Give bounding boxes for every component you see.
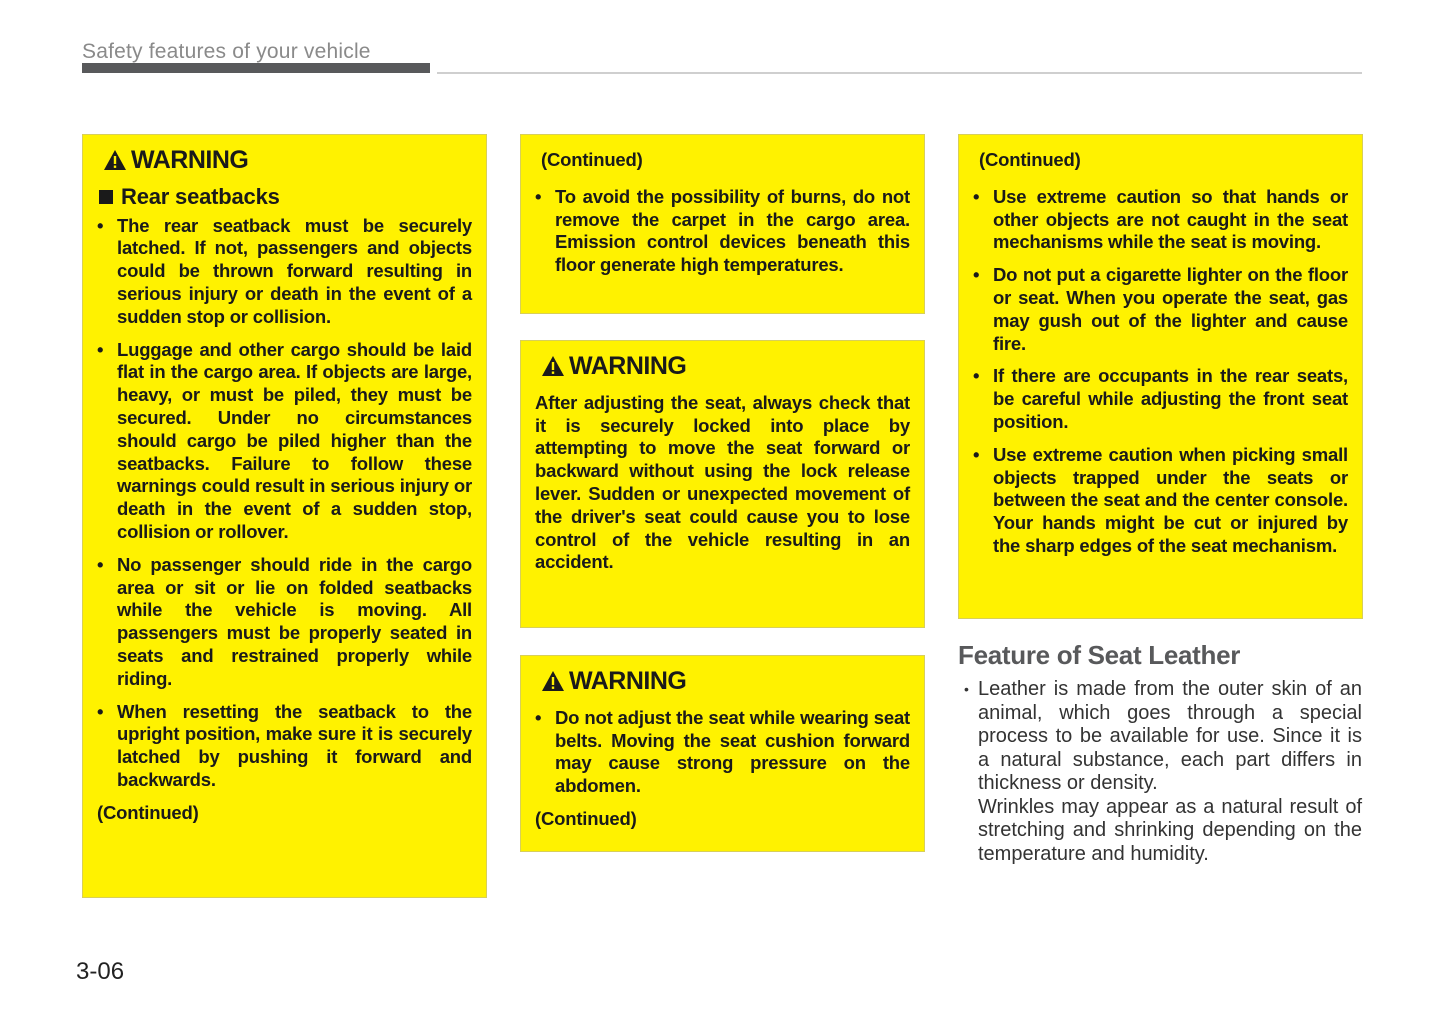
warning-list [97,215,472,792]
section-bullet: • Leather is made from the outer skin of an animal, which goes through a special process to be available for use. Since it is a natural substance, each part differs in thickness or density. [964,678,1362,796]
warning-triangle-icon [103,149,127,171]
list-item: • No passenger should ride in the cargo area or sit or lie on folded seatbacks while the vehicle is moving. All passengers must be properly seated in seats and restrained properly while riding. [97,554,472,691]
list-item: • Luggage and other cargo should be laid flat in the cargo area. If objects are large, heavy, or must be piled, they must be secured. Under no circumstances should cargo be piled higher than the seatbacks. Failure to follow these warnings could result in serious injury or death in the event of a sudden stop, collision or rollover. [97,339,472,544]
subheading-text: Rear seatbacks [121,183,280,209]
warning-label: WARNING [569,667,687,695]
list-item: • Do not put a cigarette lighter on the floor or seat. When you operate the seat, gas may gush out of the lighter and cause fire. [973,264,1348,355]
warning-heading [541,352,910,380]
warning-triangle-icon [541,355,565,377]
square-bullet-icon [99,190,113,204]
subheading [99,183,472,209]
section-body [964,678,1362,866]
list-item: • Use extreme caution so that hands or other objects are not caught in the seat mechanisms while the seat is moving. [973,186,1348,254]
warning-box-rear-seatbacks [82,134,487,898]
warning-label: WARNING [131,146,249,174]
list-item: • Use extreme caution when picking small objects trapped under the seats or between the seat and the center console. Your hands might be cut or injured by the sharp edges of the seat mechanism. [973,444,1348,558]
continued-label: (Continued) [535,807,637,829]
header-divider [437,72,1362,74]
warning-heading [103,146,472,174]
page-number: 3-06 [76,958,125,985]
warning-box-seat-lock [520,340,925,628]
warning-box-seat-belts [520,655,925,852]
warning-text: After adjusting the seat, always check that it is securely locked into place by attempting to move the seat forward or backward without using the lock release lever. Sudden or unexpected movement of the driver's seat could cause you to lose control of the vehicle resulting in an accident. [535,391,910,573]
continued-label: (Continued) [541,149,643,170]
list-item: • When resetting the seatback to the upright position, make sure it is securely latched by pushing it forward and backwards. [97,701,472,792]
warning-box-continued-mechanisms [958,134,1363,619]
section-header-title: Safety features of your vehicle [82,40,371,63]
list-item: • If there are occupants in the rear seats, be careful while adjusting the front seat position. [973,365,1348,433]
list-item: • To avoid the possibility of burns, do not remove the carpet in the cargo area. Emission control devices beneath this floor generate high temperatures. [535,186,910,277]
section-heading: Feature of Seat Leather [958,640,1241,670]
list-item: • Do not adjust the seat while wearing seat belts. Moving the seat cushion forward may cause strong pressure on the abdomen. [535,707,910,798]
list-item: • The rear seatback must be securely latched. If not, passengers and objects could be thrown forward resulting in serious injury or death in the event of a sudden stop or collision. [97,215,472,329]
warning-box-continued-burns [520,134,925,314]
warning-triangle-icon [541,670,565,692]
continued-label: (Continued) [97,801,199,823]
header-bar [82,63,430,73]
section-paragraph: Wrinkles may appear as a natural result of stretching and shrinking depending on the temperature and humidity. [978,795,1362,865]
continued-label: (Continued) [979,149,1081,170]
warning-label: WARNING [569,352,687,380]
warning-heading [541,667,910,695]
